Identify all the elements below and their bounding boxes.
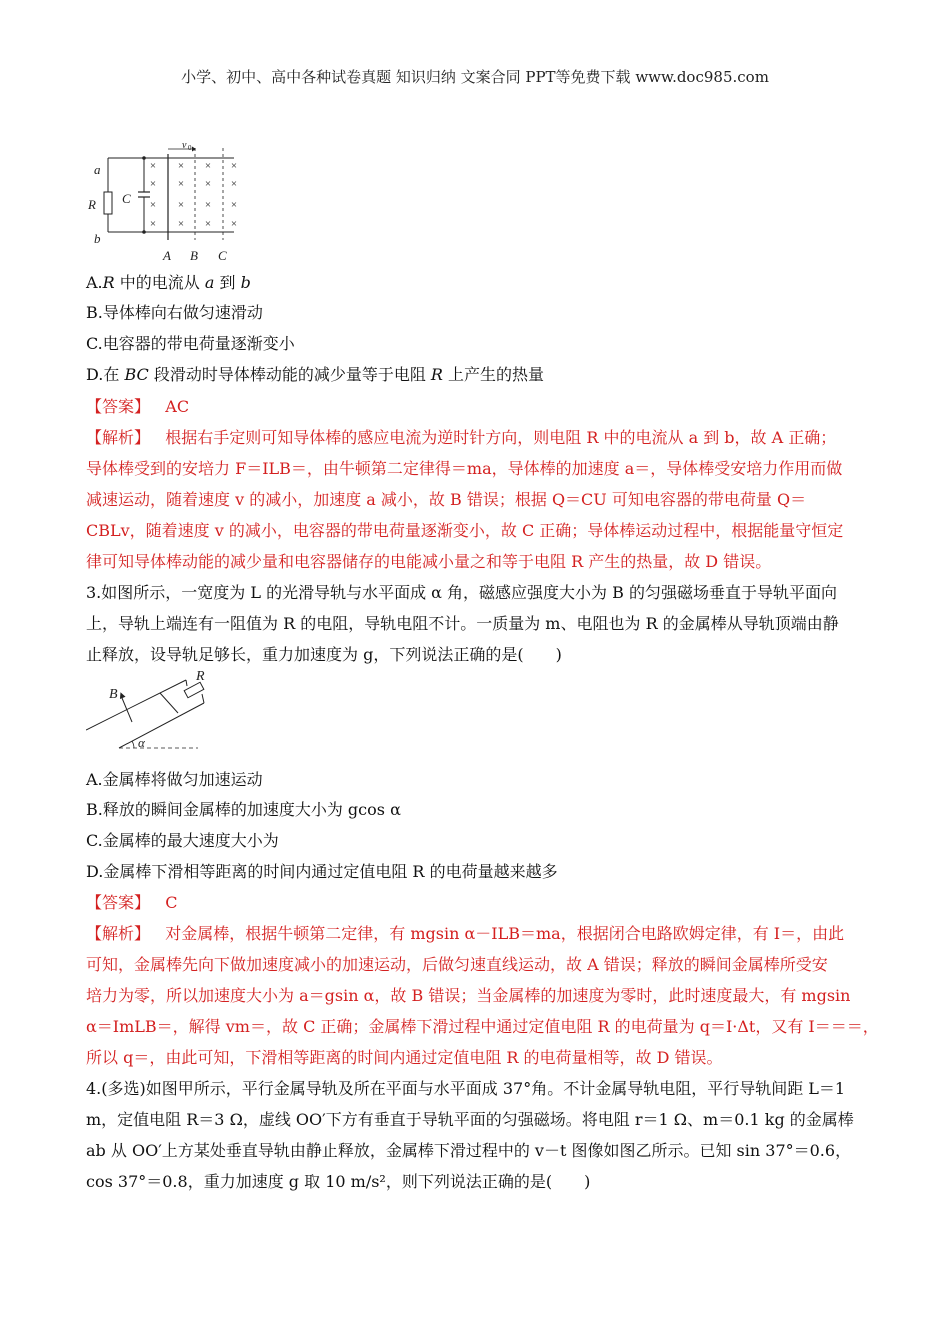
fig3-label-B: B	[109, 687, 118, 702]
q4-stem-line-1: 4.(多选)如图甲所示，平行金属导轨及所在平面与水平面成 37°角。不计金属导轨电阻，平行导轨间距 L＝1	[86, 1079, 846, 1098]
v0-label: v	[182, 140, 187, 151]
q3-stem-line-1: 3.如图所示，一宽度为 L 的光滑导轨与水平面成 α 角，磁感应强度大小为 B 的匀强磁场垂直于导轨平面向	[86, 583, 837, 602]
q3-option-a: A.金属棒将做匀加速运动	[86, 770, 263, 789]
q2-analysis-line-3: 减速运动，随着速度 v 的减小，加速度 a 减小，故 B 错误；根据 Q＝CU 可知电容器的带电荷量 Q＝	[86, 490, 807, 509]
q2-answer: 【答案】 AC	[86, 397, 190, 416]
svg-text:×: ×	[149, 160, 157, 172]
label-B-line: B	[190, 248, 198, 263]
q3-option-d: D.金属棒下滑相等距离的时间内通过定值电阻 R 的电荷量越来越多	[86, 862, 558, 881]
q3-option-c: C.金属棒的最大速度大小为	[86, 831, 279, 850]
q2-analysis-line-1: 【解析】 根据右手定则可知导体棒的感应电流为逆时针方向，则电阻 R 中的电流从 a 到 b，故 A 正确；	[86, 428, 837, 447]
v0-sub: 0	[188, 144, 192, 152]
label-R: R	[88, 197, 96, 212]
svg-text:×: ×	[177, 160, 185, 172]
q2-option-b: B.导体棒向右做匀速滑动	[86, 303, 263, 322]
svg-text:×: ×	[230, 178, 238, 190]
q3-stem-line-3: 止释放，设导轨足够长，重力加速度为 g，下列说法正确的是( )	[86, 645, 562, 664]
label-C: C	[122, 191, 131, 206]
svg-text:×: ×	[204, 178, 212, 190]
svg-text:×: ×	[230, 160, 238, 172]
fig3-label-alpha: α	[138, 735, 145, 750]
q3-option-b: B.释放的瞬间金属棒的加速度大小为 gcos α	[86, 800, 401, 819]
q2-analysis-line-2: 导体棒受到的安培力 F＝ILB＝，由牛顿第二定律得＝ma，导体棒的加速度 a＝，导体棒受安培力作用而做	[86, 459, 843, 478]
q3-analysis-line-2: 可知，金属棒先向下做加速度减小的加速运动，后做匀速直线运动，故 A 错误；释放的瞬间金属棒所受安	[86, 955, 828, 974]
q2-option-c: C.电容器的带电荷量逐渐变小	[86, 334, 295, 353]
svg-text:×: ×	[230, 218, 238, 230]
incline-figure	[86, 668, 226, 754]
q2-option-d: D.在 BC 段滑动时导体棒动能的减少量等于电阻 R 上产生的热量	[86, 365, 545, 384]
circuit-figure	[86, 140, 256, 265]
q2-analysis-line-4: CBLv，随着速度 v 的减小，电容器的带电荷量逐渐变小，故 C 正确；导体棒运动过程中，根据能量守恒定	[86, 521, 844, 540]
label-A-line: A	[163, 248, 171, 263]
q2-option-a: A.R 中的电流从 a 到 b	[86, 273, 251, 292]
page-header: 小学、初中、高中各种试卷真题 知识归纳 文案合同 PPT等免费下载 www.doc985.com	[181, 68, 769, 86]
q4-stem-line-4: cos 37°＝0.8，重力加速度 g 取 10 m/s²，则下列说法正确的是( )	[86, 1172, 591, 1191]
svg-text:×: ×	[204, 199, 212, 211]
svg-text:×: ×	[204, 218, 212, 230]
q2-analysis-line-5: 律可知导体棒动能的减少量和电容器储存的电能减小量之和等于电阻 R 产生的热量，故 D 错误。	[86, 552, 772, 571]
label-b: b	[94, 231, 101, 246]
label-C-line: C	[218, 248, 227, 263]
svg-text:×: ×	[149, 218, 157, 230]
label-a: a	[94, 162, 101, 177]
svg-text:×: ×	[177, 199, 185, 211]
q4-stem-line-3: ab 从 OO′上方某处垂直导轨由静止释放，金属棒下滑过程中的 v－t 图像如图乙所示。已知 sin 37°＝0.6，	[86, 1141, 852, 1160]
q3-analysis-line-4: α＝ImLB＝，解得 vm＝，故 C 正确；金属棒下滑过程中通过定值电阻 R 的电荷量为 q＝I·Δt，又有 I＝＝＝，	[86, 1017, 879, 1036]
svg-text:×: ×	[177, 178, 185, 190]
q3-stem-line-2: 上，导轨上端连有一阻值为 R 的电阻，导轨电阻不计。一质量为 m、电阻也为 R 的金属棒从导轨顶端由静	[86, 614, 839, 633]
svg-text:×: ×	[204, 160, 212, 172]
svg-text:×: ×	[177, 218, 185, 230]
q3-analysis-line-3: 培力为零，所以加速度大小为 a＝gsin α，故 B 错误；当金属棒的加速度为零时，此时速度最大，有 mgsin	[86, 986, 851, 1005]
svg-text:×: ×	[149, 199, 157, 211]
q3-analysis-line-1: 【解析】 对金属棒，根据牛顿第二定律，有 mgsin α－ILB＝ma，根据闭合电路欧姆定律，有 I＝，由此	[86, 924, 845, 943]
q3-answer: 【答案】 C	[86, 893, 178, 912]
fig3-label-R: R	[196, 669, 205, 684]
svg-text:×: ×	[149, 178, 157, 190]
q4-stem-line-2: m，定值电阻 R＝3 Ω，虚线 OO′下方有垂直于导轨平面的匀强磁场。将电阻 r＝1 Ω、m＝0.1 kg 的金属棒	[86, 1110, 854, 1129]
q3-analysis-line-5: 所以 q＝，由此可知，下滑相等距离的时间内通过定值电阻 R 的电荷量相等，故 D 错误。	[86, 1048, 723, 1067]
svg-text:×: ×	[230, 199, 238, 211]
